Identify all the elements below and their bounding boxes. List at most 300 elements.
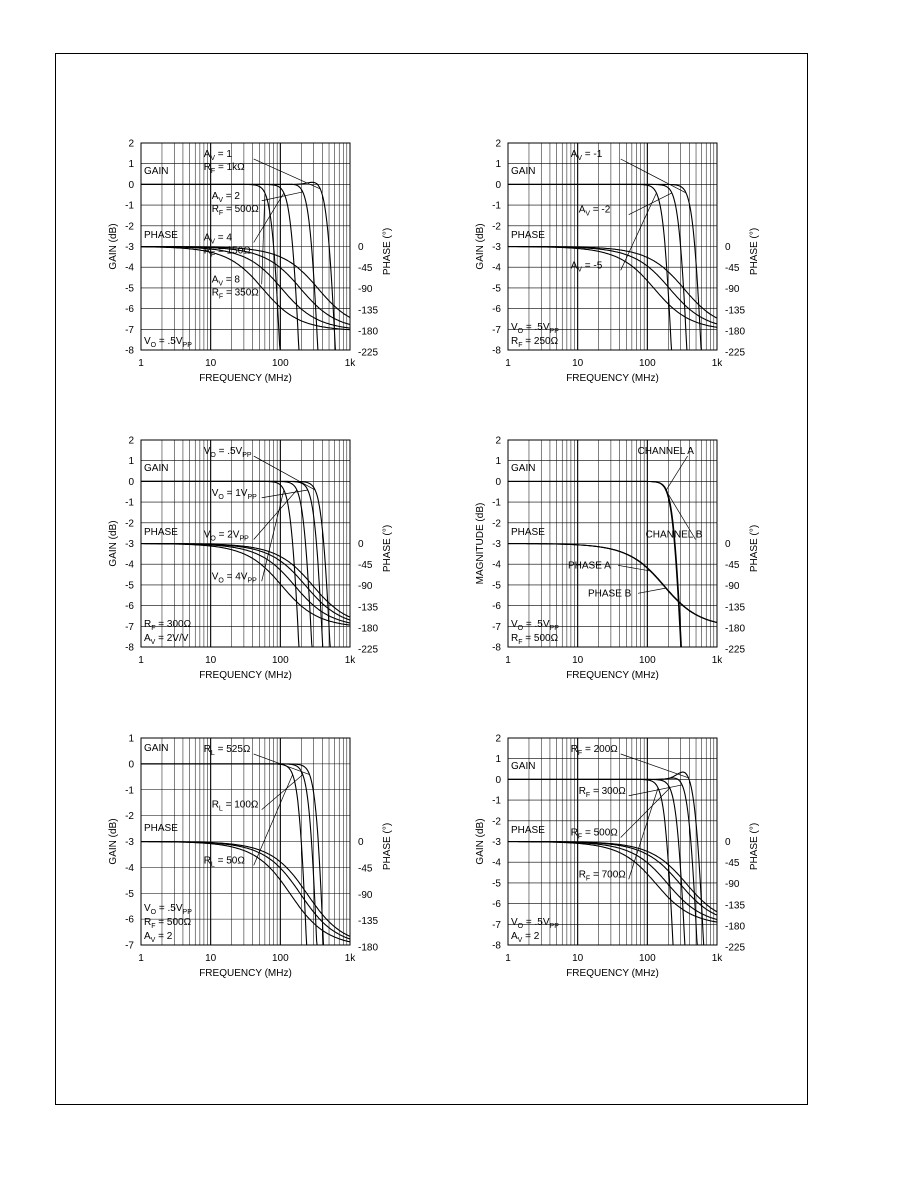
label-subscript: V bbox=[218, 280, 224, 288]
x-tick-label: 1k bbox=[711, 655, 723, 666]
label-run: A bbox=[203, 232, 211, 244]
y-tick-label: -7 bbox=[125, 940, 134, 952]
y-tick-label: 1 bbox=[495, 456, 501, 468]
y-tick-label: -8 bbox=[125, 345, 134, 357]
y-tick-label: -1 bbox=[492, 795, 501, 807]
y-tick-label: 2 bbox=[495, 435, 501, 447]
label-run: = 300Ω bbox=[155, 619, 192, 630]
x-axis-label: FREQUENCY (MHz) bbox=[566, 373, 659, 384]
phase-curve-3 bbox=[508, 842, 717, 920]
y-tick-label: -7 bbox=[125, 324, 134, 336]
label-subscript: L bbox=[210, 861, 215, 869]
y2-tick-label: -90 bbox=[725, 879, 740, 891]
label-run: A bbox=[570, 260, 578, 272]
x-axis-label: FREQUENCY (MHz) bbox=[566, 670, 659, 681]
x-tick-label: 100 bbox=[638, 358, 656, 369]
y-tick-label: -6 bbox=[492, 601, 501, 613]
leader-line bbox=[254, 193, 284, 243]
y2-axis-label: PHASE (°) bbox=[382, 227, 393, 276]
series-label bbox=[571, 828, 619, 841]
y-tick-label: -4 bbox=[492, 559, 501, 571]
y2-tick-label: -180 bbox=[358, 942, 379, 954]
x-tick-label: 1k bbox=[344, 953, 356, 964]
y-axis-label: GAIN (dB) bbox=[108, 520, 119, 567]
condition-notes bbox=[144, 903, 192, 944]
y2-tick-label: -90 bbox=[725, 284, 740, 296]
y-tick-label: -4 bbox=[125, 262, 134, 274]
label-run: R bbox=[203, 162, 211, 173]
label-subscript: PP bbox=[549, 625, 559, 632]
x-tick-label: 10 bbox=[572, 358, 584, 369]
label-subscript: F bbox=[210, 251, 216, 259]
leader-line bbox=[621, 788, 670, 838]
phase-region-label: PHASE bbox=[144, 230, 178, 242]
chart-4 bbox=[475, 436, 760, 682]
gain-region-label: GAIN bbox=[511, 166, 536, 178]
y-tick-label: -7 bbox=[492, 621, 501, 633]
label-subscript: V bbox=[150, 639, 156, 646]
y-tick-label: -3 bbox=[125, 242, 134, 253]
y-tick-label: -8 bbox=[125, 642, 134, 654]
label-subscript: O bbox=[210, 535, 216, 543]
chart-5 bbox=[108, 734, 393, 980]
y-tick-label: -5 bbox=[125, 283, 134, 295]
y-tick-label: -7 bbox=[125, 621, 134, 633]
chart-2 bbox=[475, 139, 760, 385]
y-tick-label: 0 bbox=[128, 476, 134, 488]
label-run: = 100Ω bbox=[222, 799, 259, 811]
y-tick-label: -2 bbox=[492, 816, 501, 828]
label-subscript: F bbox=[151, 625, 156, 632]
label-subscript: V bbox=[218, 196, 224, 204]
label-run: = 2 bbox=[223, 190, 241, 202]
y2-tick-label: -135 bbox=[358, 602, 379, 614]
y2-tick-label: 0 bbox=[725, 242, 731, 253]
y-axis-label: GAIN (dB) bbox=[108, 818, 119, 865]
label-subscript: PP bbox=[182, 342, 192, 349]
x-tick-label: 100 bbox=[271, 358, 289, 369]
label-run: R bbox=[144, 917, 152, 928]
phase-region-label: PHASE bbox=[511, 825, 545, 837]
y-tick-label: -5 bbox=[492, 878, 501, 890]
label-run: = 500Ω bbox=[155, 917, 192, 928]
label-run: V bbox=[511, 917, 518, 928]
y2-tick-label: -225 bbox=[358, 644, 379, 656]
y-tick-label: 1 bbox=[495, 754, 501, 766]
y-tick-label: -1 bbox=[125, 785, 134, 797]
phase-region-label: PHASE bbox=[144, 823, 178, 835]
label-run: A bbox=[211, 190, 219, 202]
x-tick-label: 100 bbox=[638, 953, 656, 964]
y-tick-label: -6 bbox=[125, 914, 134, 926]
label-subscript: PP bbox=[239, 535, 249, 543]
y-axis-label: GAIN (dB) bbox=[108, 223, 119, 270]
label-run: = 300Ω bbox=[590, 785, 626, 797]
condition-notes bbox=[144, 336, 192, 349]
x-tick-label: 10 bbox=[205, 953, 217, 964]
leader-line bbox=[666, 456, 687, 490]
series-label bbox=[571, 149, 603, 162]
label-run: CHANNEL A bbox=[637, 446, 694, 457]
y-axis-label: GAIN (dB) bbox=[475, 818, 486, 865]
label-run: R bbox=[211, 287, 219, 299]
x-tick-label: 1 bbox=[505, 953, 511, 964]
y2-tick-label: -225 bbox=[725, 347, 746, 359]
series-label bbox=[212, 488, 257, 501]
series-label bbox=[212, 274, 241, 287]
label-subscript: F bbox=[585, 875, 591, 883]
series-label bbox=[579, 205, 611, 218]
y2-tick-label: -135 bbox=[725, 602, 746, 614]
label-run: = 2V/V bbox=[155, 633, 189, 644]
y2-tick-label: -45 bbox=[358, 263, 373, 275]
leader-line bbox=[254, 490, 297, 540]
label-subscript: PP bbox=[549, 328, 559, 335]
y-tick-label: 1 bbox=[128, 456, 134, 468]
y2-tick-label: -45 bbox=[725, 560, 740, 572]
label-run: V bbox=[511, 619, 518, 630]
x-tick-label: 1k bbox=[344, 358, 356, 369]
phase-curve-3 bbox=[508, 247, 717, 328]
y-tick-label: 1 bbox=[495, 159, 501, 171]
label-run: = 50Ω bbox=[214, 855, 245, 867]
y-tick-label: -5 bbox=[492, 283, 501, 295]
x-tick-label: 10 bbox=[205, 655, 217, 666]
condition-note bbox=[144, 633, 189, 646]
condition-note bbox=[511, 931, 540, 944]
y2-tick-label: 0 bbox=[358, 539, 364, 550]
label-subscript: O bbox=[218, 577, 224, 585]
label-run: = 4V bbox=[223, 571, 248, 583]
series-label bbox=[212, 287, 260, 300]
y2-tick-label: -45 bbox=[358, 863, 373, 875]
y2-tick-label: -45 bbox=[725, 263, 740, 275]
label-subscript: V bbox=[585, 210, 591, 218]
phase-curve-1 bbox=[508, 247, 717, 319]
y-tick-label: -6 bbox=[125, 601, 134, 613]
label-subscript: O bbox=[517, 625, 524, 632]
label-subscript: F bbox=[585, 791, 591, 799]
label-run: R bbox=[203, 744, 211, 755]
label-run: A bbox=[144, 931, 151, 942]
x-tick-label: 1 bbox=[138, 358, 144, 369]
y-tick-label: -5 bbox=[125, 888, 134, 900]
label-run: = 2 bbox=[522, 931, 540, 942]
gain-region-label: GAIN bbox=[144, 166, 169, 178]
y-tick-label: -6 bbox=[492, 899, 501, 911]
y2-tick-label: 0 bbox=[358, 242, 364, 253]
condition-notes bbox=[511, 322, 559, 349]
y-tick-label: -8 bbox=[492, 642, 501, 654]
y-tick-label: -4 bbox=[492, 857, 501, 869]
label-subscript: L bbox=[210, 750, 215, 757]
y2-tick-label: -225 bbox=[725, 644, 746, 656]
y2-tick-label: -90 bbox=[358, 284, 373, 296]
label-run: = -2 bbox=[590, 204, 611, 216]
label-run: = 1V bbox=[223, 487, 248, 499]
y-tick-label: 2 bbox=[128, 138, 134, 150]
series-label bbox=[212, 204, 260, 217]
leader-line bbox=[621, 754, 689, 778]
x-tick-label: 10 bbox=[572, 953, 584, 964]
condition-note bbox=[144, 336, 192, 349]
y-tick-label: -8 bbox=[492, 940, 501, 952]
gain-region-label: GAIN bbox=[511, 463, 536, 475]
label-run: PHASE A bbox=[568, 560, 611, 572]
label-run: = .5V bbox=[523, 322, 550, 333]
y2-axis-label: PHASE (°) bbox=[382, 524, 393, 573]
label-run: A bbox=[570, 149, 578, 160]
phase-region-label: PHASE bbox=[511, 527, 545, 539]
y-tick-label: -1 bbox=[125, 200, 134, 212]
y2-tick-label: -45 bbox=[358, 560, 373, 572]
condition-note bbox=[511, 619, 559, 632]
label-run: A bbox=[211, 274, 219, 286]
y2-tick-label: -135 bbox=[358, 916, 379, 928]
label-subscript: O bbox=[218, 493, 224, 501]
label-subscript: O bbox=[150, 909, 157, 916]
label-run: R bbox=[511, 336, 519, 347]
label-run: = .5V bbox=[156, 336, 183, 347]
x-tick-label: 1 bbox=[138, 953, 144, 964]
x-tick-label: 100 bbox=[271, 655, 289, 666]
y-tick-label: -7 bbox=[492, 324, 501, 336]
label-run: A bbox=[578, 204, 586, 216]
leader-line bbox=[254, 456, 315, 490]
x-tick-label: 1 bbox=[138, 655, 144, 666]
label-subscript: F bbox=[577, 833, 583, 841]
label-subscript: F bbox=[218, 293, 224, 301]
condition-note bbox=[511, 633, 559, 646]
label-subscript: F bbox=[518, 639, 523, 646]
label-subscript: PP bbox=[242, 452, 252, 459]
label-run: = 500Ω bbox=[223, 203, 259, 215]
label-run: = 350Ω bbox=[223, 287, 259, 299]
y-axis-label: GAIN (dB) bbox=[475, 223, 486, 270]
phase-curve-3 bbox=[141, 544, 350, 623]
series-label bbox=[204, 233, 233, 246]
y2-tick-label: -90 bbox=[358, 889, 373, 901]
y-tick-label: -3 bbox=[492, 837, 501, 848]
label-subscript: PP bbox=[247, 493, 257, 501]
label-run: V bbox=[203, 446, 211, 457]
label-run: = 2V bbox=[215, 529, 240, 541]
y-tick-label: -2 bbox=[492, 221, 501, 233]
label-subscript: F bbox=[577, 750, 583, 757]
series-label bbox=[571, 260, 603, 273]
leader-line bbox=[629, 193, 672, 215]
y-tick-label: 0 bbox=[495, 774, 501, 786]
condition-notes bbox=[511, 619, 559, 646]
x-axis-label: FREQUENCY (MHz) bbox=[199, 968, 292, 979]
label-run: = .5V bbox=[215, 446, 243, 457]
y2-axis-label: PHASE (°) bbox=[382, 822, 393, 871]
label-run: = 1 bbox=[215, 149, 233, 160]
series-label bbox=[212, 191, 241, 204]
gain-region-label: GAIN bbox=[511, 761, 536, 773]
y-tick-label: -2 bbox=[125, 221, 134, 233]
y2-tick-label: 0 bbox=[725, 539, 731, 550]
y2-tick-label: -90 bbox=[358, 581, 373, 593]
y-tick-label: 0 bbox=[495, 179, 501, 191]
y2-tick-label: -45 bbox=[725, 858, 740, 870]
y2-tick-label: -180 bbox=[725, 623, 746, 635]
condition-note bbox=[144, 917, 192, 930]
label-run: = 150Ω bbox=[215, 245, 251, 257]
condition-note bbox=[511, 917, 559, 930]
y-tick-label: -3 bbox=[492, 242, 501, 253]
label-subscript: O bbox=[150, 342, 157, 349]
label-run: = 525Ω bbox=[214, 744, 251, 755]
x-tick-label: 1 bbox=[505, 655, 511, 666]
label-subscript: PP bbox=[549, 923, 559, 930]
phase-curve-4 bbox=[141, 544, 350, 626]
series-label bbox=[579, 869, 627, 882]
y-tick-label: 2 bbox=[128, 435, 134, 447]
label-run: R bbox=[570, 827, 578, 839]
gain-region-label: GAIN bbox=[144, 742, 169, 754]
label-run: R bbox=[144, 619, 152, 630]
label-run: R bbox=[203, 855, 211, 867]
x-axis-label: FREQUENCY (MHz) bbox=[199, 670, 292, 681]
label-subscript: V bbox=[210, 155, 216, 162]
label-subscript: V bbox=[150, 937, 156, 944]
label-run: V bbox=[211, 571, 219, 583]
label-run: V bbox=[511, 322, 518, 333]
label-subscript: F bbox=[518, 342, 523, 349]
chart-3 bbox=[108, 436, 393, 682]
label-run: PHASE B bbox=[588, 588, 632, 600]
label-subscript: O bbox=[517, 328, 524, 335]
label-subscript: L bbox=[218, 805, 223, 813]
label-run: = 4 bbox=[215, 232, 233, 244]
y2-tick-label: -180 bbox=[358, 326, 379, 338]
phase-curve-2 bbox=[508, 544, 717, 623]
label-run: = -5 bbox=[582, 260, 603, 272]
series-labels bbox=[204, 744, 310, 868]
x-tick-label: 10 bbox=[205, 358, 217, 369]
series-label bbox=[212, 800, 259, 813]
y2-tick-label: -90 bbox=[725, 581, 740, 593]
phase-curve-1 bbox=[508, 544, 717, 623]
x-tick-label: 1k bbox=[711, 953, 723, 964]
y-tick-label: -5 bbox=[492, 580, 501, 592]
label-run: = 8 bbox=[223, 274, 241, 286]
label-run: = 1kΩ bbox=[215, 162, 245, 173]
x-tick-label: 1k bbox=[711, 358, 723, 369]
label-run: = .5V bbox=[523, 917, 550, 928]
y-tick-label: -3 bbox=[125, 837, 134, 848]
label-run: = 500Ω bbox=[582, 827, 618, 839]
leader-line bbox=[629, 788, 658, 879]
y2-tick-label: -135 bbox=[725, 305, 746, 317]
y-axis-label: MAGNITUDE (dB) bbox=[475, 502, 486, 585]
gain-region-label: GAIN bbox=[144, 463, 169, 475]
series-label bbox=[204, 162, 245, 175]
y-tick-label: -4 bbox=[125, 559, 134, 571]
y-tick-label: -6 bbox=[125, 304, 134, 316]
label-run: R bbox=[211, 799, 219, 811]
label-run: R bbox=[578, 869, 586, 881]
phase-curve-2 bbox=[141, 247, 350, 325]
phase-label bbox=[568, 560, 611, 571]
label-run: R bbox=[211, 203, 219, 215]
y2-tick-label: -135 bbox=[358, 305, 379, 317]
phase-curve-4 bbox=[508, 842, 717, 923]
y-tick-label: -5 bbox=[125, 580, 134, 592]
x-tick-label: 1 bbox=[505, 358, 511, 369]
y2-tick-label: -180 bbox=[358, 623, 379, 635]
label-run: V bbox=[144, 336, 151, 347]
y-tick-label: 0 bbox=[495, 476, 501, 488]
series-labels bbox=[571, 149, 686, 273]
series-label bbox=[646, 530, 703, 541]
y-tick-label: 0 bbox=[128, 759, 134, 771]
y-tick-label: -2 bbox=[492, 518, 501, 530]
label-subscript: V bbox=[577, 155, 583, 162]
label-subscript: PP bbox=[182, 909, 192, 916]
y-tick-label: 2 bbox=[495, 138, 501, 150]
y2-tick-label: -135 bbox=[725, 900, 746, 912]
series-label bbox=[212, 571, 257, 584]
label-subscript: V bbox=[517, 937, 523, 944]
series-labels bbox=[571, 744, 689, 882]
y-tick-label: -8 bbox=[492, 345, 501, 357]
y-tick-label: -1 bbox=[492, 200, 501, 212]
label-run: = 500Ω bbox=[522, 633, 559, 644]
y-tick-label: -7 bbox=[492, 919, 501, 931]
y-tick-label: -4 bbox=[125, 862, 134, 874]
y-tick-label: -6 bbox=[492, 304, 501, 316]
y-tick-label: 1 bbox=[128, 159, 134, 171]
y2-axis-label: PHASE (°) bbox=[749, 227, 760, 276]
y-tick-label: -3 bbox=[492, 539, 501, 550]
y-tick-label: -1 bbox=[492, 497, 501, 509]
y2-tick-label: -180 bbox=[725, 921, 746, 933]
label-run: A bbox=[203, 149, 211, 160]
label-subscript: O bbox=[517, 923, 524, 930]
y2-axis-label: PHASE (°) bbox=[749, 524, 760, 573]
x-tick-label: 100 bbox=[638, 655, 656, 666]
label-run: R bbox=[578, 785, 586, 797]
y-tick-label: -3 bbox=[125, 539, 134, 550]
chart-6 bbox=[475, 734, 760, 980]
y-tick-label: 1 bbox=[128, 733, 134, 745]
series-label bbox=[579, 786, 627, 799]
label-subscript: F bbox=[218, 209, 224, 217]
x-axis-label: FREQUENCY (MHz) bbox=[199, 373, 292, 384]
label-run: = .5V bbox=[523, 619, 550, 630]
label-subscript: F bbox=[151, 923, 156, 930]
condition-notes bbox=[144, 619, 192, 646]
condition-note bbox=[144, 619, 192, 632]
label-run: = 2 bbox=[155, 931, 173, 942]
label-run: = .5V bbox=[156, 903, 183, 914]
condition-note bbox=[144, 931, 173, 944]
y-tick-label: -2 bbox=[125, 811, 134, 823]
x-tick-label: 1k bbox=[344, 655, 356, 666]
label-subscript: PP bbox=[247, 577, 257, 585]
label-run: = 200Ω bbox=[582, 744, 618, 755]
condition-note bbox=[144, 903, 192, 916]
label-run: CHANNEL B bbox=[645, 529, 703, 541]
y2-tick-label: 0 bbox=[725, 837, 731, 848]
label-run: = 250Ω bbox=[522, 336, 559, 347]
label-run: A bbox=[144, 633, 151, 644]
label-run: = 700Ω bbox=[590, 869, 626, 881]
phase-region-label: PHASE bbox=[511, 230, 545, 242]
label-run: = -1 bbox=[582, 149, 603, 160]
